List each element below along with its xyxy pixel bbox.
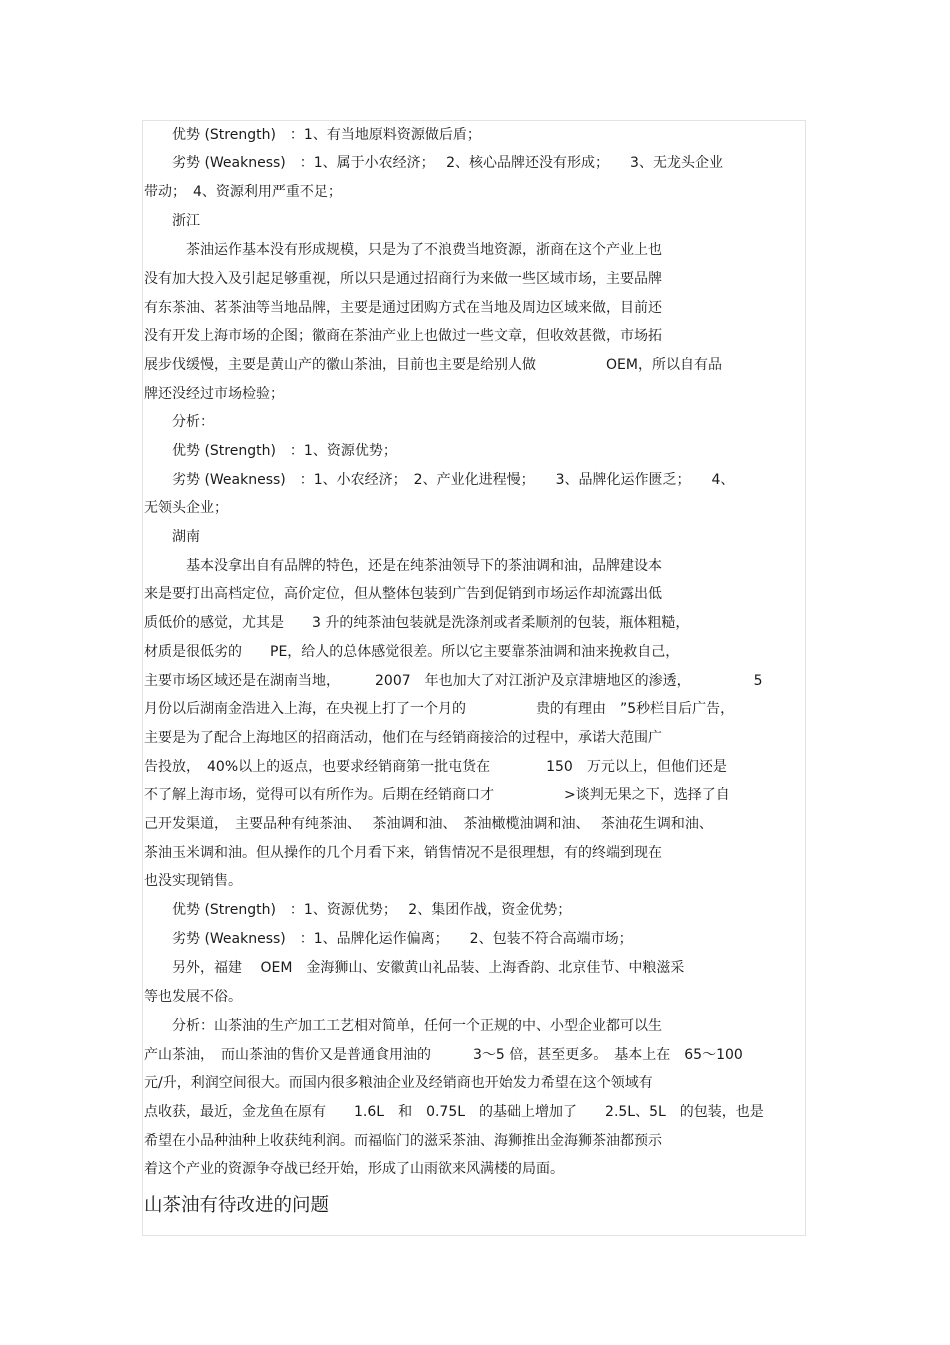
text-line: 优势 (Strength) ：1、资源优势； — [144, 443, 397, 459]
text-line: 分析： — [144, 414, 214, 430]
text-line: 材质是很低劣的 PE，给人的总体感觉很差。所以它主要靠茶油调和油来挽救自己， — [144, 644, 680, 660]
text-line: 基本没拿出自有品牌的特色，还是在纯茶油领导下的茶油调和油，品牌建设本 — [144, 558, 662, 574]
text-line: 主要是为了配合上海地区的招商活动，他们在与经销商接洽的过程中，承诺大范围广 — [144, 730, 662, 746]
text-line: 不了解上海市场，觉得可以有所作为。后期在经销商口才 >谈判无果之下，选择了自 — [144, 787, 730, 803]
text-line: 另外，福建 OEM 金海狮山、安徽黄山礼品装、上海香韵、北京佳节、中粮滋采 — [144, 960, 685, 976]
text-line: 茶油运作基本没有形成规模，只是为了不浪费当地资源，浙商在这个产业上也 — [144, 242, 662, 258]
text-line: 分析：山茶油的生产加工工艺相对简单，任何一个正规的中、小型企业都可以生 — [144, 1018, 662, 1034]
text-line: 茶油玉米调和油。但从操作的几个月看下来，销售情况不是很理想，有的终端到现在 — [144, 845, 662, 861]
text-line: 主要市场区域还是在湖南当地， 2007 年也加大了对江浙沪及京津塘地区的渗透， 5 — [144, 673, 763, 689]
text-line: 优势 (Strength) ：1、资源优势； 2、集团作战，资金优势； — [144, 902, 572, 918]
section-heading: 山茶油有待改进的问题 — [144, 1195, 330, 1216]
text-line: 己开发渠道， 主要品种有纯茶油、 茶油调和油、 茶油橄榄油调和油、 茶油花生调和油、 — [144, 816, 713, 832]
text-line: 也没实现销售。 — [144, 873, 242, 889]
text-line: 质低价的感觉，尤其是 3 升的纯茶油包装就是洗涤剂或者柔顺剂的包装，瓶体粗糙， — [144, 615, 690, 631]
text-line: 等也发展不俗。 — [144, 989, 242, 1005]
text-line: 着这个产业的资源争夺战已经开始，形成了山雨欲来风满楼的局面。 — [144, 1161, 564, 1177]
text-line: 牌还没经过市场检验； — [144, 386, 284, 402]
text-line: 元/升，利润空间很大。而国内很多粮油企业及经销商也开始发力希望在这个领域有 — [144, 1075, 653, 1091]
text-line: 带动； 4、资源利用严重不足； — [144, 184, 342, 200]
text-line: 浙江 — [144, 213, 200, 229]
text-line: 没有开发上海市场的企图；徽商在茶油产业上也做过一些文章，但收效甚微，市场拓 — [144, 328, 662, 344]
text-line: 劣势 (Weakness) ：1、小农经济； 2、产业化进程慢； 3、品牌化运作匮乏； 4、 — [144, 472, 735, 488]
text-line: 无领头企业； — [144, 500, 228, 516]
text-line: 劣势 (Weakness) ：1、品牌化运作偏离； 2、包装不符合高端市场； — [144, 931, 633, 947]
text-line: 湖南 — [144, 529, 200, 545]
text-line: 月份以后湖南金浩进入上海，在央视上打了一个月的 贵的有理由 ”5秒栏目后广告， — [144, 701, 735, 717]
text-line: 没有加大投入及引起足够重视，所以只是通过招商行为来做一些区域市场，主要品牌 — [144, 271, 662, 287]
text-line: 来是要打出高档定位，高价定位，但从整体包装到广告到促销到市场运作却流露出低 — [144, 586, 662, 602]
text-line: 有东茶油、茗茶油等当地品牌，主要是通过团购方式在当地及周边区域来做，目前还 — [144, 300, 662, 316]
text-line: 展步伐缓慢，主要是黄山产的徽山茶油，目前也主要是给别人做 OEM，所以自有品 — [144, 357, 722, 373]
text-line: 优势 (Strength) ：1、有当地原料资源做后盾； — [144, 127, 481, 143]
text-line: 点收获，最近，金龙鱼在原有 1.6L 和 0.75L 的基础上增加了 2.5L、5L 的包装，也是 — [144, 1104, 764, 1120]
text-line: 产山茶油， 而山茶油的售价又是普通食用油的 3～5 倍，甚至更多。 基本上在 65～100 — [144, 1047, 743, 1063]
text-line: 希望在小品种油种上收获纯利润。而福临门的滋采茶油、海狮推出金海狮茶油都预示 — [144, 1133, 662, 1149]
text-line: 告投放， 40%以上的返点，也要求经销商第一批屯货在 150 万元以上，但他们还是 — [144, 759, 727, 775]
text-line: 劣势 (Weakness) ：1、属于小农经济； 2、核心品牌还没有形成； 3、无龙头企业 — [144, 155, 723, 171]
